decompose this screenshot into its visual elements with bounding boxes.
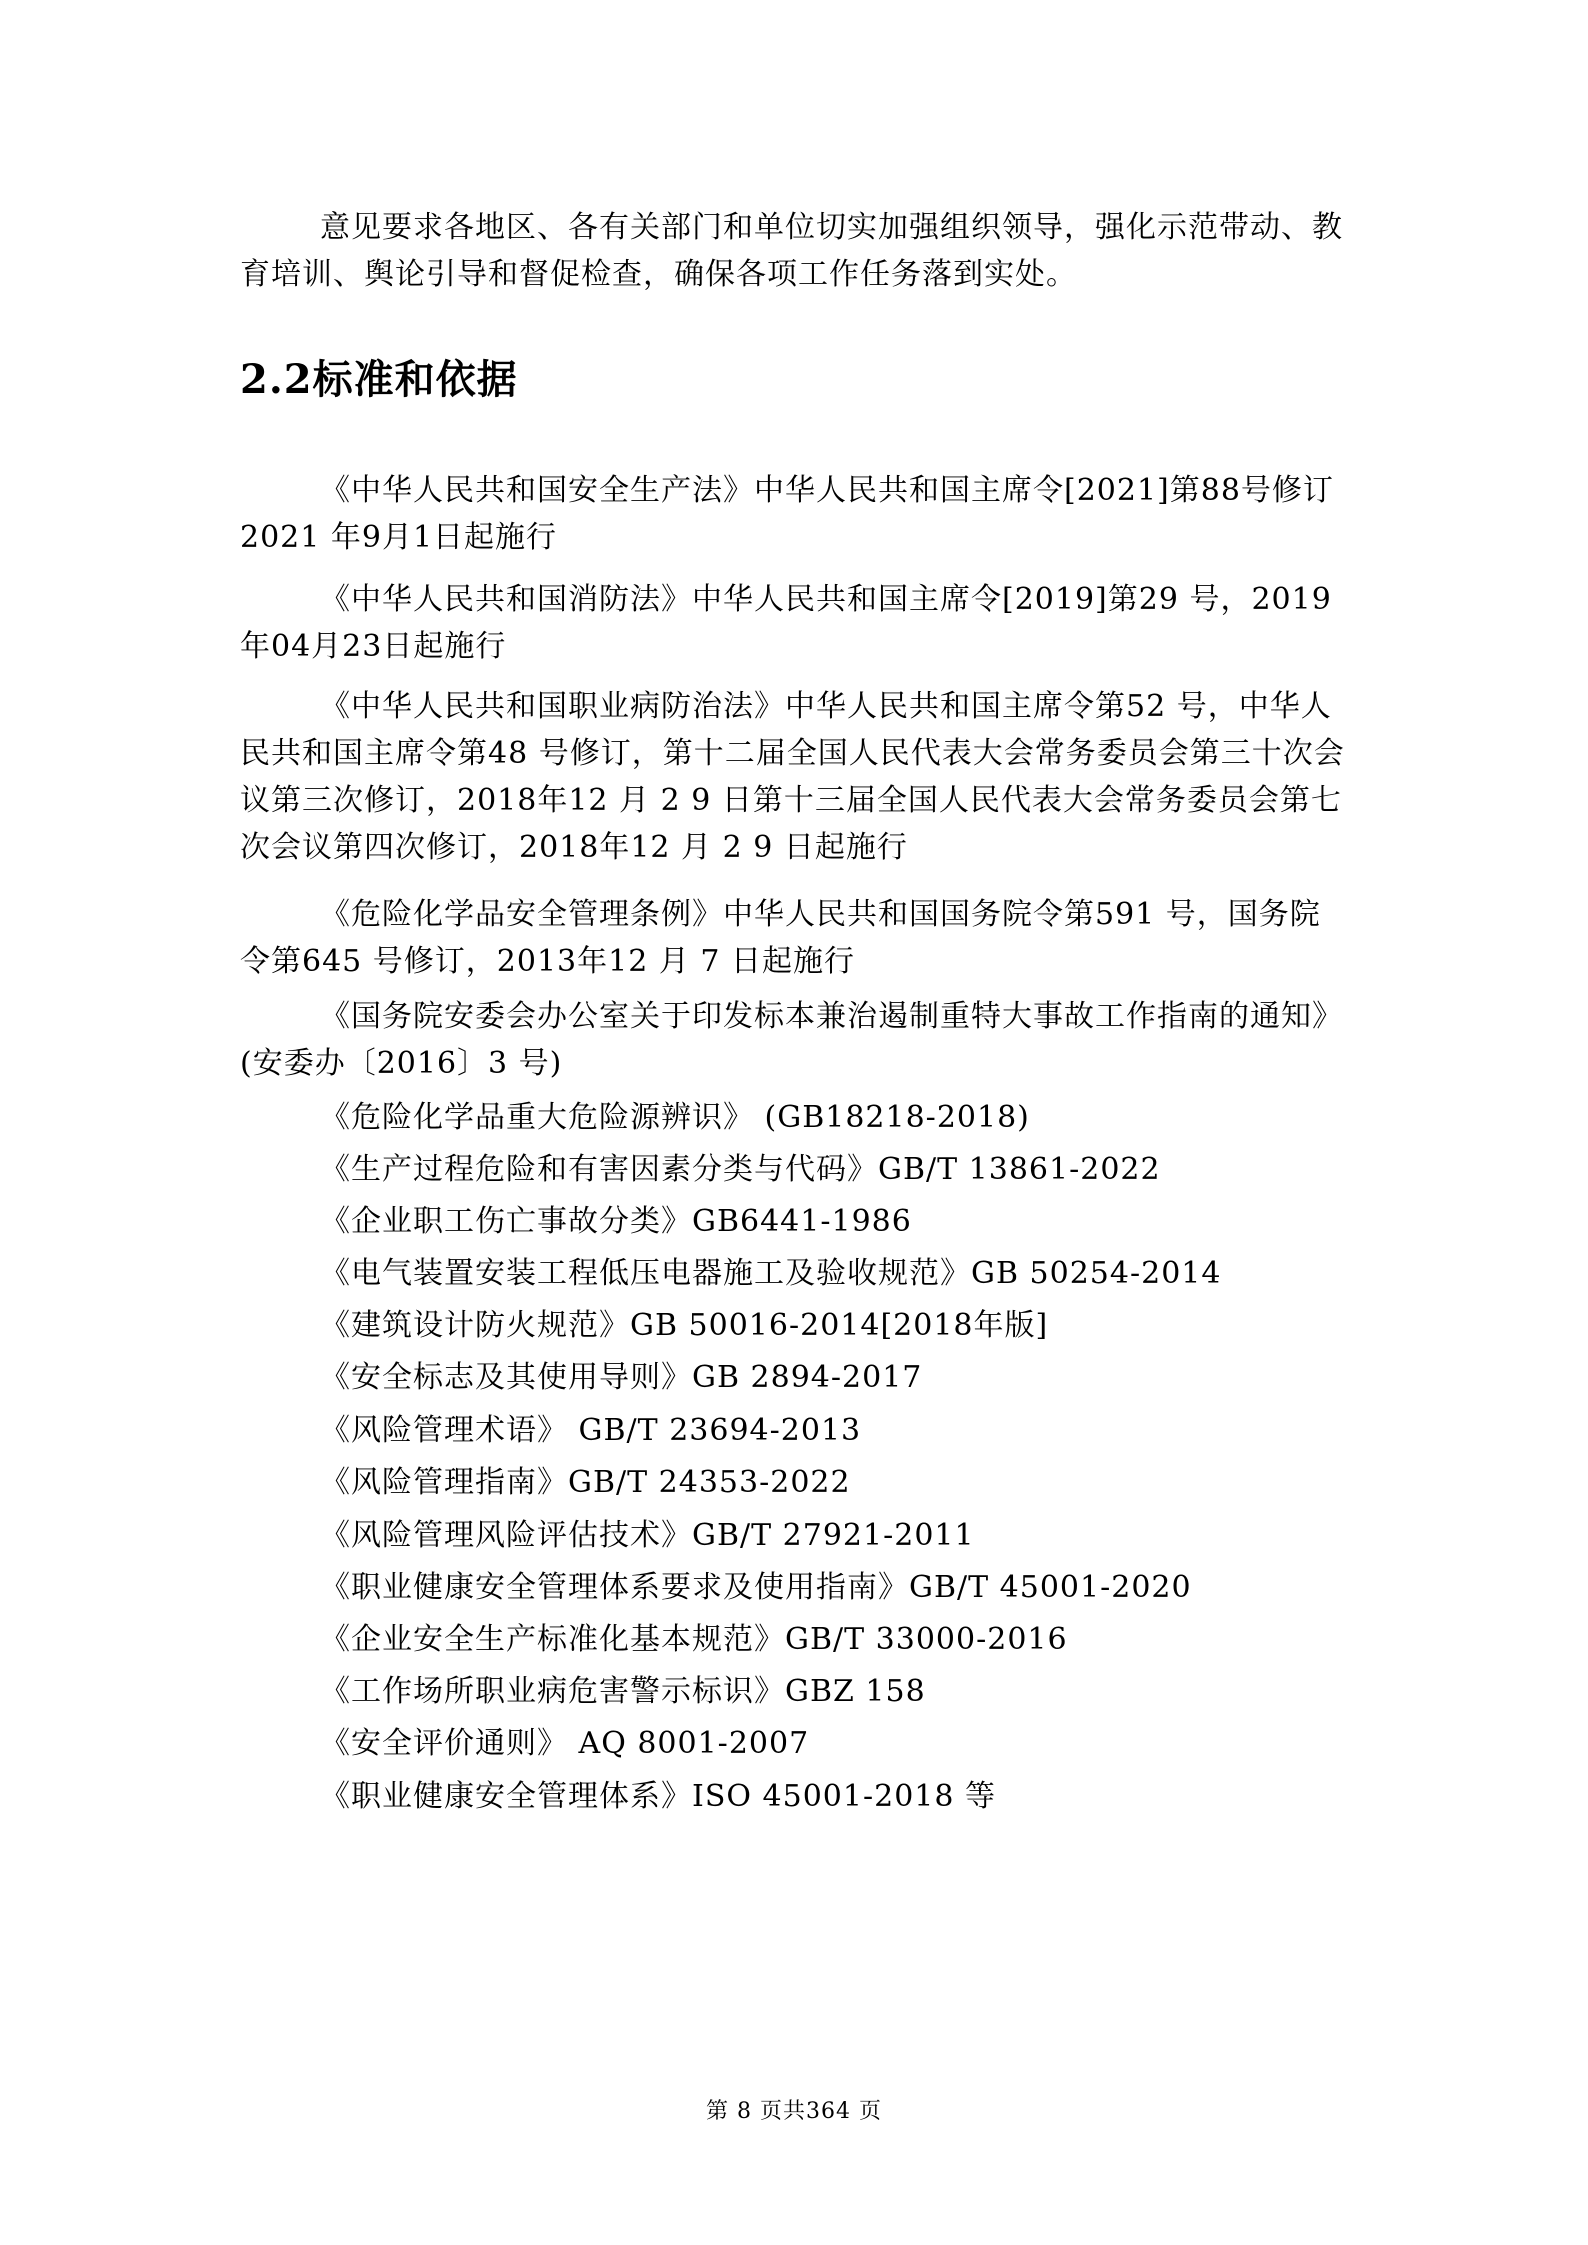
standard-item: 《电气装置安装工程低压电器施工及验收规范》GB 50254-2014 (320, 1256, 1222, 1291)
law-paragraph-occupational-disease: 《中华人民共和国职业病防治法》中华人民共和国主席令第52 号，中华人民共和国主席令第48 号修订，第十二届全国人民代表大会常务委员会第三十次会议第三次修订，2018年12 月 2 9 日第十三届全国人民代表大会常务委员会第七次会议第四次修订，2018年12 月 2 9 日起施行 (240, 689, 1345, 865)
law-paragraph-safety-production: 《中华人民共和国安全生产法》中华人民共和国主席令[2021]第88号修订 2021 年9月1日起施行 (240, 473, 1334, 555)
intro-paragraph: 意见要求各地区、各有关部门和单位切实加强组织领导，强化示范带动、教育培训、舆论引导和督促检查，确保各项工作任务落到实处。 (240, 210, 1343, 292)
standard-item: 《生产过程危险和有害因素分类与代码》GB/T 13861-2022 (320, 1152, 1161, 1187)
page-number-footer: 第 8 页共364 页 (706, 2099, 882, 2124)
standard-item: 《工作场所职业病危害警示标识》GBZ 158 (320, 1674, 926, 1709)
standard-item: 《安全评价通则》 AQ 8001-2007 (320, 1726, 810, 1761)
section-heading: 2.2标准和依据 (240, 356, 518, 403)
standard-item: 《风险管理指南》GB/T 24353-2022 (320, 1465, 851, 1500)
standard-item: 《企业职工伤亡事故分类》GB6441-1986 (320, 1204, 912, 1239)
law-paragraph-hazardous-chemicals: 《危险化学品安全管理条例》中华人民共和国国务院令第591 号，国务院令第645 号修订，2013年12 月 7 日起施行 (240, 897, 1321, 979)
standard-item: 《企业安全生产标准化基本规范》GB/T 33000-2016 (320, 1622, 1068, 1657)
law-paragraph-state-council-notice: 《国务院安委会办公室关于印发标本兼治遏制重特大事故工作指南的通知》 (安委办〔2016〕3 号) (240, 999, 1343, 1081)
standard-item: 《安全标志及其使用导则》GB 2894-2017 (320, 1360, 923, 1395)
standard-item: 《风险管理术语》 GB/T 23694-2013 (320, 1413, 862, 1448)
standard-item: 《职业健康安全管理体系要求及使用指南》GB/T 45001-2020 (320, 1570, 1192, 1605)
standard-item: 《危险化学品重大危险源辨识》 (GB18218-2018) (320, 1100, 1030, 1135)
law-paragraph-fire-protection: 《中华人民共和国消防法》中华人民共和国主席令[2019]第29 号，2019 年04月23日起施行 (240, 582, 1332, 664)
standard-item: 《建筑设计防火规范》GB 50016-2014[2018年版] (320, 1308, 1049, 1343)
standard-item: 《职业健康安全管理体系》ISO 45001-2018 等 (320, 1779, 996, 1814)
standard-item: 《风险管理风险评估技术》GB/T 27921-2011 (320, 1518, 975, 1553)
